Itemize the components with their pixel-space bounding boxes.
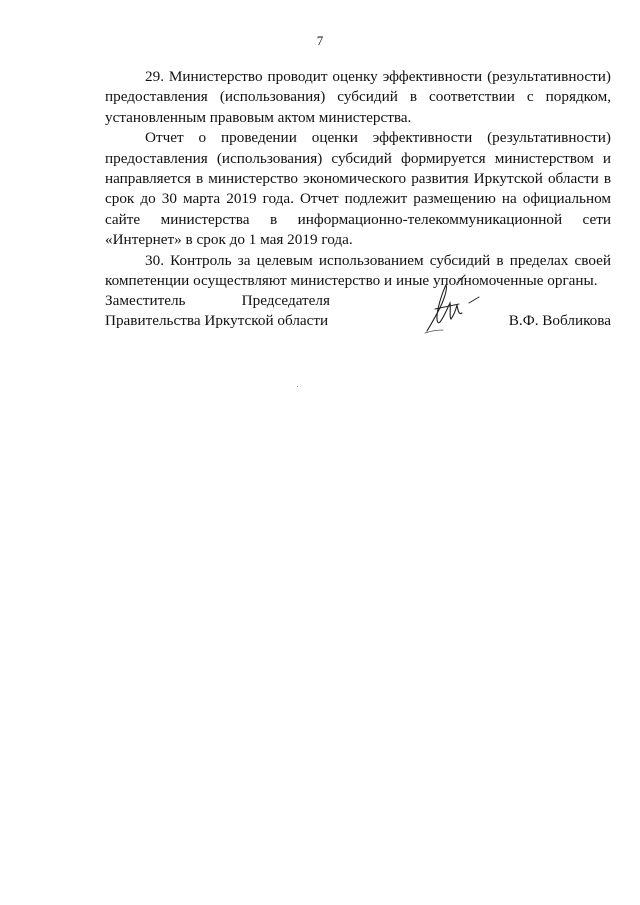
paragraph-report: Отчет о проведении оценки эффективности (результативности) предоставления (использования) субсидий формируется министерством и направляется в министерство экономического развития Иркутской области в срок до 30 марта 2019 года. Отчет подлежит размещению на официальном сайте министерства в информационно-телекоммуникационной сети «Интернет» в срок до 1 мая 2019 года. <box>105 129 611 249</box>
page-number: 7 <box>316 33 324 48</box>
signatory-title-word2: Председателя <box>241 292 330 309</box>
handwritten-signature <box>413 273 503 343</box>
signatory-title-line1 <box>105 291 330 311</box>
signatory-title-word1: Заместитель <box>105 292 186 309</box>
document-body <box>105 67 611 291</box>
paragraph-30: 30. Контроль за целевым использованием субсидий в пределах своей компетенции осуществляют министерство и иные уполномоченные органы. <box>105 251 611 290</box>
signatory-name: В.Ф. Вобликова <box>508 312 611 329</box>
paragraph-29: 29. Министерство проводит оценку эффективности (результативности) предоставления (использования) субсидий в соответствии с порядком, установленным правовым актом министерства. <box>105 68 611 126</box>
signature-block <box>105 291 611 351</box>
signatory-title-line2: Правительства Иркутской области <box>105 312 329 329</box>
scan-speck <box>297 386 298 387</box>
